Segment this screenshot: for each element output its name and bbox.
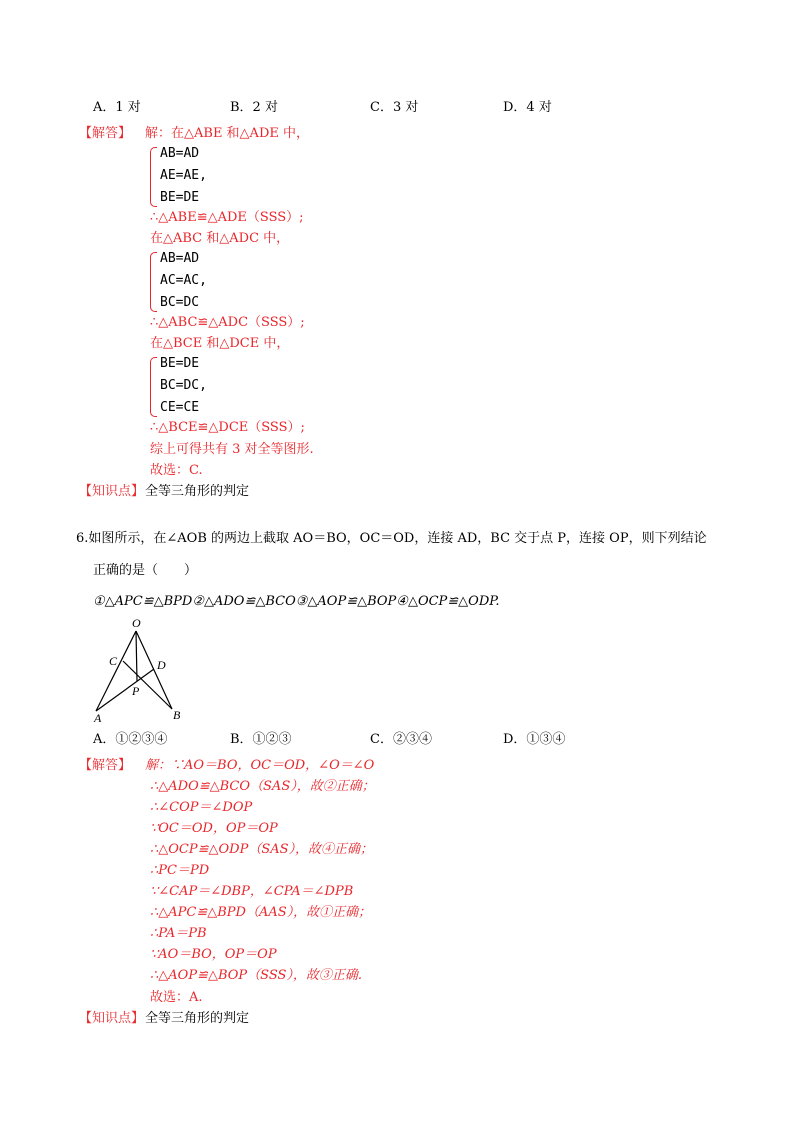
q5-answer-line: 综上可得共有 3 对全等图形. <box>150 442 314 457</box>
equation: BC=DC <box>160 295 200 310</box>
q6-option-c: C．②③④ <box>370 732 432 747</box>
q5-option-c: C．3 对 <box>370 100 419 115</box>
system-brace <box>150 147 157 207</box>
q6-answer-line: ∴△OCP≌△ODP（SAS），故④正确； <box>150 842 374 857</box>
q6-answer-line: ∴△AOP≌△BOP（SSS），故③正确. <box>150 968 363 983</box>
label-a: A <box>94 711 102 725</box>
q5-answer-line: 在△BCE 和△DCE 中， <box>150 336 290 351</box>
q5-answer-line: 在△ABC 和△ADC 中， <box>150 231 290 246</box>
q6-knowledge-text: 全等三角形的判定 <box>145 1011 250 1026</box>
q6-answer-line: 解：∵AO＝BO，OC＝OD，∠O＝∠O <box>145 758 375 773</box>
q6-answer-line: ∴PA＝PB <box>150 926 207 941</box>
q6-answer-line: 故选：A. <box>150 990 203 1005</box>
equation: BC=DC, <box>160 378 207 393</box>
q6-answer-line: ∴∠COP＝∠DOP <box>150 800 253 815</box>
line-ob <box>136 631 172 709</box>
equation: CE=CE <box>160 400 200 415</box>
label-p: P <box>132 684 140 698</box>
label-d: D <box>157 658 166 672</box>
q6-answer-tag: 【解答】 <box>79 758 132 773</box>
equation: BE=DE <box>160 356 200 371</box>
q6-option-d: D．①③④ <box>503 732 566 747</box>
q6-answer-line: ∵AO＝BO，OP＝OP <box>150 947 277 962</box>
q5-answer-tag: 【解答】 <box>79 126 132 141</box>
q6-statements: ①△APC≌△BPD②△ADO≌△BCO③△AOP≌△BOP④△OCP≌△ODP. <box>93 594 500 609</box>
q5-answer-line: ∴△ABC≌△ADC（SSS）; <box>150 315 305 330</box>
q6-stem-line2: 正确的是（ ） <box>93 563 198 578</box>
q6-stem-line1: 6.如图所示，在∠AOB 的两边上截取 AO＝BO，OC＝OD，连接 AD，BC 交于点 P，连接 OP，则下列结论 <box>76 531 707 546</box>
q5-knowledge-text: 全等三角形的判定 <box>145 484 250 499</box>
geometry-figure <box>88 614 198 726</box>
equation: AE=AE, <box>160 168 207 183</box>
q6-answer-line: ∴PC＝PD <box>150 863 210 878</box>
equation: BE=DE <box>160 190 200 205</box>
line-oa <box>96 631 136 711</box>
q5-option-a: A．1 对 <box>93 100 141 115</box>
q6-answer-line: ∴△APC≌△BPD（AAS），故①正确； <box>150 905 372 920</box>
label-b: B <box>173 708 181 722</box>
label-c: C <box>109 654 118 668</box>
q5-answer-line: 故选：C. <box>150 463 203 478</box>
line-ad <box>96 669 154 711</box>
equation: AB=AD <box>160 146 200 161</box>
equation: AC=AC, <box>160 273 207 288</box>
q5-knowledge-tag: 【知识点】 <box>79 484 145 499</box>
system-brace <box>150 357 157 417</box>
equation: AB=AD <box>160 251 200 266</box>
q5-answer-line: ∴△ABE≌△ADE（SSS）; <box>150 210 304 225</box>
q6-answer-line: ∵OC＝OD，OP＝OP <box>150 821 278 836</box>
q5-option-b: B．2 对 <box>230 100 278 115</box>
q5-answer-line: ∴△BCE≌△DCE（SSS）; <box>150 420 305 435</box>
q5-answer-line: 解：在△ABE 和△ADE 中， <box>145 126 309 141</box>
q6-answer-line: ∵∠CAP＝∠DBP，∠CPA＝∠DPB <box>150 884 354 899</box>
q6-option-a: A．①②③④ <box>93 732 168 747</box>
q5-option-d: D．4 对 <box>503 100 552 115</box>
system-brace <box>150 252 157 312</box>
q6-option-b: B．①②③ <box>230 732 292 747</box>
q6-knowledge-tag: 【知识点】 <box>79 1011 145 1026</box>
label-o: O <box>132 616 141 630</box>
q6-answer-line: ∴△ADO≌△BCO（SAS），故②正确； <box>150 779 375 794</box>
